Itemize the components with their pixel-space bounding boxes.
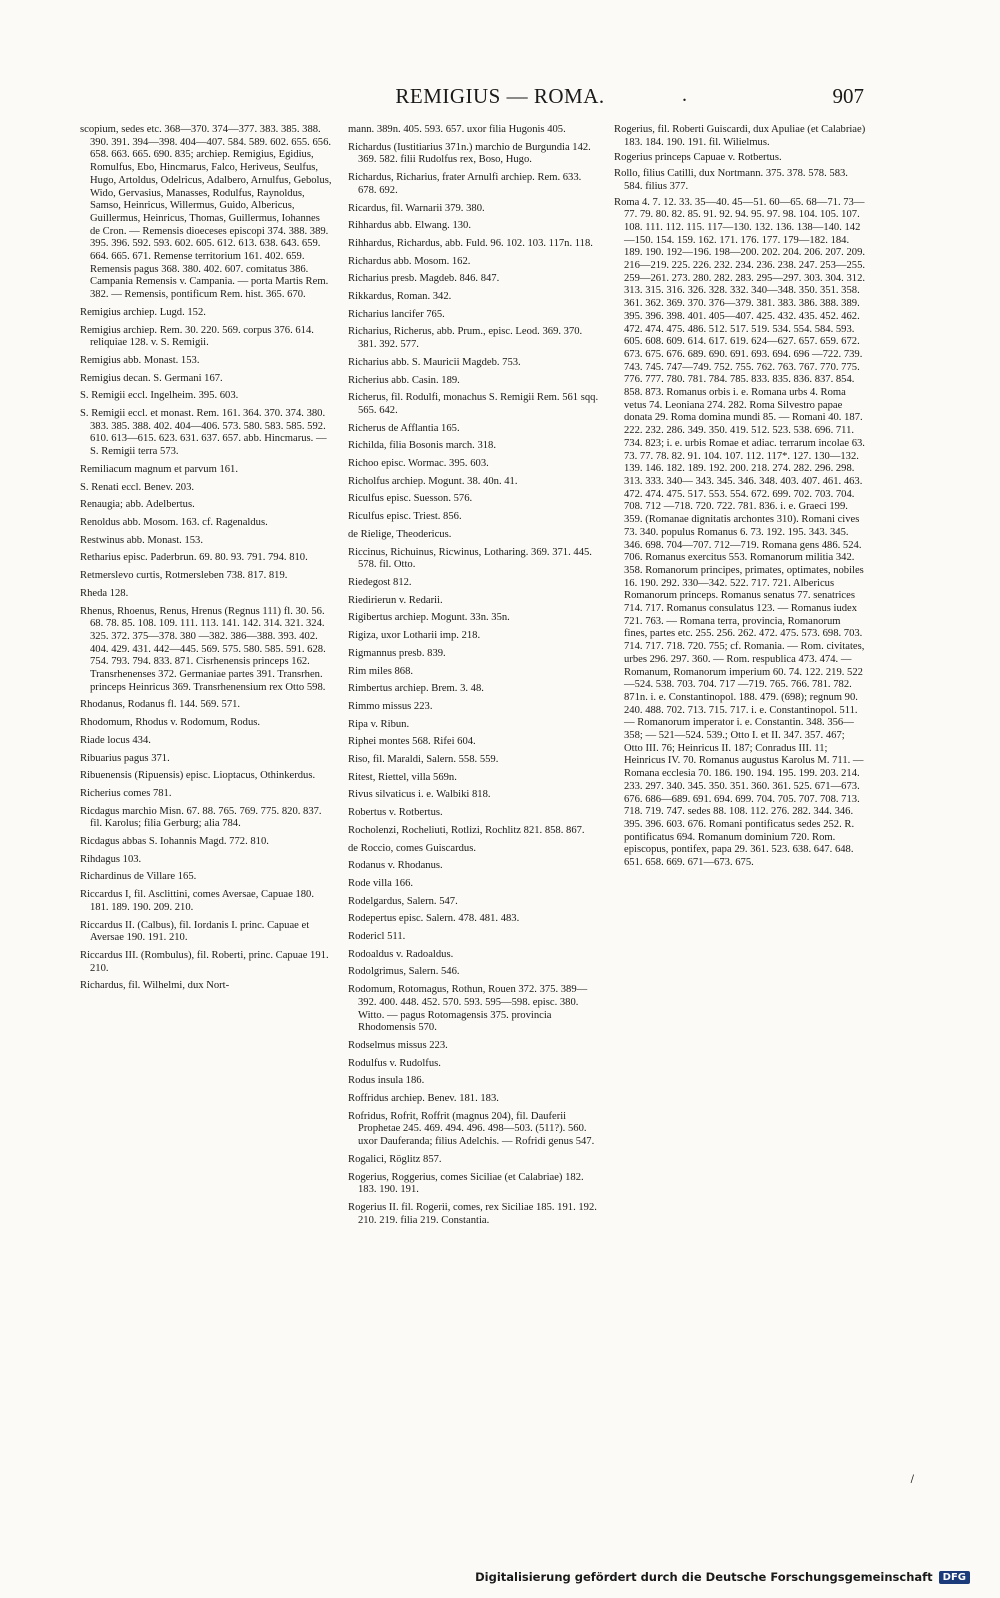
index-entry: Rogerius, Roggerius, comes Siciliae (et Calabriae) 182. 183. 190. 191.	[348, 1171, 584, 1196]
index-entry: Richerius abb. Casin. 189.	[348, 374, 460, 386]
index-entry: mann. 389n. 405. 593. 657. uxor filia Hugonis 405.	[348, 124, 566, 135]
index-entry: Richardus (Iustitiarius 371n.) marchio de Burgundia 142. 369. 582. filii Rudolfus rex, Boso, Hugo.	[348, 141, 591, 166]
index-entry: Ricdagus marchio Misn. 67. 88. 765. 769. 775. 820. 837. fil. Karolus; filia Gerburg; alia 784.	[80, 805, 322, 830]
index-entry: Rihdagus 103.	[80, 853, 142, 865]
index-entry: Rodus insula 186.	[348, 1075, 425, 1087]
index-column-right	[614, 124, 866, 873]
index-entry: Robertus v. Rotbertus.	[348, 807, 443, 819]
index-entry: Richarius, Richerus, abb. Prum., episc. Leod. 369. 370. 381. 392. 577.	[348, 326, 583, 351]
index-entry: Rodselmus missus 223.	[348, 1039, 448, 1051]
index-entry: Rodolgrimus, Salern. 546.	[348, 966, 460, 978]
index-entry: Richardinus de Villare 165.	[80, 871, 197, 883]
index-entry: scopium, sedes etc. 368—370. 374—377. 383. 385. 388. 390. 391. 394—398. 404—407. 584. 589. 602. 655. 656. 658. 663. 665. 690. 835; archiep. Remigius, Egidius, Romulfus, Ebo, Hincmarus, Falco, Heriveus, Seulfus, Hugo, Artoldus, Odelricus, Adalbero, Arnulfus, Gebolus, Wido, Gervasius, Manasses, Rodulfus, Raynoldus, Samso, Heinricus, Willermus, Guido, Albericus, Guillermus, Heinricus, Thomas, Guillermus, Iohannes de Cron. — Remensis dioeceses episcopi 374. 388. 389. 395. 396. 592. 593. 602. 605. 612. 613. 638. 643. 659. 664. 665. 671. Remense territorium 161. 402. 659. Remensis pagus 368. 380. 402. 607. comitatus 386. Campania Remensis v. Campania. — porta Martis Rem. 382. — Remensis, pontificum Rem. hist. 365. 670.	[80, 124, 332, 301]
index-entry: Retmerslevo curtis, Rotmersleben 738. 817. 819.	[80, 570, 288, 582]
index-entry: Rihhardus abb. Elwang. 130.	[348, 220, 471, 232]
index-entry: Remigius archiep. Rem. 30. 220. 569. corpus 376. 614. reliquiae 128. v. S. Remigii.	[80, 324, 314, 349]
index-entry: Richarius presb. Magdeb. 846. 847.	[348, 273, 500, 285]
index-entry: Riccardus III. (Rombulus), fil. Roberti, princ. Capuae 191. 210.	[80, 949, 329, 974]
index-entry: Roma 4. 7. 12. 33. 35—40. 45—51. 60—65. 68—71. 73—77. 79. 80. 82. 85. 91. 92. 94. 95. 97. 98. 104. 105. 107. 108. 111. 112. 115. 117—130. 132. 136. 138—140. 142—150. 154. 159. 162. 171. 176. 177. 179—182. 184. 189. 190. 192—196. 198—200. 202. 204. 206. 207. 209. 216—219. 225. 226. 232. 234. 236. 238. 247. 253—255. 259—261. 273. 280. 282. 283. 295—297. 303. 304. 312. 313. 315. 316. 326. 328. 332. 340—348. 350. 351. 358. 361. 362. 369. 370. 376—379. 381. 383. 386. 388. 389. 395. 396. 398. 401. 405—407. 425. 432. 435. 452. 462. 472. 474. 475. 486. 512. 517. 519. 534. 554. 584. 593. 605. 608. 609. 614. 617. 619. 624—627. 657. 659. 672. 673. 675. 676. 689. 690. 691. 693. 694. 696 —722. 739. 743. 745. 747—749. 752. 755. 762. 763. 767. 770. 775. 776. 777. 780. 781. 784. 785. 833. 835. 836. 837. 854. 858. 873. Romanus orbis i. e. Romana urbs 4. Roma vetus 74. Leoniana 274. 282. Roma Silvestro papae donata 29. Roma domina mundi 85. — Romani 40. 187. 222. 232. 286. 349. 350. 419. 512. 523. 538. 696. 711. 734. 823; i. e. urbis Romae et adiac. terrarum incolae 63. 73. 77. 78. 82. 91. 104. 107. 112. 117*. 127. 130—132. 139. 146. 182. 189. 192. 200. 218. 274. 282. 296. 298. 313. 333. 340— 343. 345. 346. 348. 403. 407. 461. 463. 472. 474. 475. 517. 553. 554. 672. 699. 702. 703. 704. 708. 712 —718. 720. 722. 781. 836. i. e. Graeci 199. 359. (Romanae dignitatis archontes 310). Romani cives 73. 340. populus Romanus 6. 73. 192. 195. 343. 345. 346. 698. 704—707. 712—719. Romana gens 486. 524. 706. Romanus exercitus 553. Romanorum militia 342. 358. Romanorum principes, primates, optimates, nobiles 16. 190. 292. 330—342. 522. 717. 721. Albericus Romanorum princeps. Romanus senatus 77. senatrices 714. 717. Romanus consulatus 123. — Romanus iudex 721. 763. — Romana terra, provincia, Romanorum fines, partes etc. 255. 256. 262. 472. 475. 573. 698. 703. 714. 717. 718. 720. 755; cf. Romania. — Rom. civitates, urbes 296. 297. 360. — Rom. respublica 473. 474. — Romanum, Romanorum imperium 60. 74. 122. 219. 522—524. 538. 703. 704. 717 —719. 765. 766. 781. 782. 871n. i. e. Constantinopol. 188. 479. (698); regnum 90. 240. 488. 702. 713. 715. 717. i. e. Constantinopol. 511. — Romanorum imperator i. e. Constantin. 348. 356—358; — 521—524. 539.; Otto I. et II. 347. 357. 467; Otto III. 76; Heinricus II. 187; Conradus III. 11; Heinricus IV. 70. Romanus augustus Karolus M. 711. — Romana ecclesia 70. 186. 190. 194. 195. 199. 203. 214. 233. 297. 340. 345. 350. 351. 360. 361. 525. 671—673. 676. 686—689. 691. 694. 699. 704. 705. 707. 708. 713. 718. 719. 747. sedes 88. 108. 112. 276. 282. 344. 346. 395. 396. 603. 676. Romani pontificatus sedes 252. R. pontificatus 694. Romanum dominium 720. Rom. episcopus, pontifex, papa 29. 361. 523. 638. 647. 648. 651. 658. 669. 671—673. 675.	[614, 196, 866, 869]
index-entry: Renaugia; abb. Adelbertus.	[80, 499, 195, 511]
index-entry: Ricardus, fil. Warnarii 379. 380.	[348, 202, 485, 214]
index-entry: S. Remigii eccl. Ingelheim. 395. 603.	[80, 390, 239, 402]
index-entry: Richilda, filia Bosonis march. 318.	[348, 440, 496, 452]
index-entry: Rodanus v. Rhodanus.	[348, 860, 443, 872]
index-entry: Rivus silvaticus i. e. Walbiki 818.	[348, 789, 491, 801]
index-entry: Rimmo missus 223.	[348, 700, 433, 712]
index-entry: Riso, fil. Maraldi, Salern. 558. 559.	[348, 754, 499, 766]
index-entry: Rogerius, fil. Roberti Guiscardi, dux Apuliae (et Calabriae) 183. 184. 190. 191. fil. Wilielmus.	[614, 124, 866, 148]
index-entry: Richerus, fil. Rodulfi, monachus S. Remigii Rem. 561 sqq. 565. 642.	[348, 392, 599, 416]
index-entry: Richerius comes 781.	[80, 787, 172, 799]
index-entry: Remigius archiep. Lugd. 152.	[80, 306, 206, 318]
credit-text: Digitalisierung gefördert durch die Deutsche Forschungsgemeinschaft	[475, 1570, 933, 1584]
index-entry: Ritest, Riettel, villa 569n.	[348, 771, 457, 783]
index-entry: Restwinus abb. Monast. 153.	[80, 534, 204, 546]
index-entry: Richarius lancifer 765.	[348, 308, 445, 320]
index-entry: Renoldus abb. Mosom. 163. cf. Ragenaldus.	[80, 516, 268, 528]
index-entry: Richarius abb. S. Mauricii Magdeb. 753.	[348, 356, 521, 368]
index-entry: Rogerius princeps Capuae v. Rotbertus.	[614, 152, 782, 164]
index-entry: Riphei montes 568. Rifei 604.	[348, 736, 476, 748]
index-entry: Rodericl 511.	[348, 931, 406, 943]
page-header	[0, 84, 1000, 120]
index-entry: Ripa v. Ribun.	[348, 718, 410, 730]
index-entry: Rogalici, Röglitz 857.	[348, 1153, 442, 1165]
index-entry: Rofridus, Rofrit, Roffrit (magnus 204), fil. Dauferii Prophetae 245. 469. 494. 496. 498—503. (511?). 560. uxor Dauferanda; filius Adelchis. — Rofridi genus 547.	[348, 1110, 595, 1148]
index-entry: Rode villa 166.	[348, 877, 414, 889]
index-entry: S. Remigii eccl. et monast. Rem. 161. 364. 370. 374. 380. 383. 385. 388. 402. 404—406. 573. 580. 583. 585. 592. 610. 613—615. 623. 631. 637. 657. abb. Hincmarus. — S. Remigii terra 573.	[80, 408, 327, 458]
index-entry: Rigmannus presb. 839.	[348, 647, 446, 659]
index-entry: Riculfus episc. Triest. 856.	[348, 511, 462, 523]
index-entry: Riculfus episc. Suesson. 576.	[348, 493, 473, 505]
index-entry: Richolfus archiep. Mogunt. 38. 40n. 41.	[348, 475, 518, 487]
index-entry: Richoo episc. Wormac. 395. 603.	[348, 458, 489, 470]
index-entry: S. Renati eccl. Benev. 203.	[80, 481, 195, 493]
index-entry: Ricdagus abbas S. Iohannis Magd. 772. 810.	[80, 836, 269, 848]
index-entry: Roffridus archiep. Benev. 181. 183.	[348, 1093, 499, 1105]
index-column-left	[80, 124, 332, 998]
index-entry: Rogerius II. fil. Rogerii, comes, rex Siciliae 185. 191. 192. 210. 219. filia 219. Constantia.	[348, 1202, 597, 1226]
index-entry: Rodulfus v. Rudolfus.	[348, 1057, 441, 1069]
index-entry: Ribuarius pagus 371.	[80, 752, 170, 764]
index-entry: Riccardus I, fil. Asclittini, comes Aversae, Capuae 180. 181. 189. 190. 209. 210.	[80, 889, 314, 913]
margin-mark: /	[910, 1474, 914, 1485]
dfg-logo: DFG	[939, 1571, 970, 1584]
index-entry: Rocholenzi, Rocheliuti, Rotlizi, Rochlitz 821. 858. 867.	[348, 824, 585, 836]
index-entry: Riccinus, Richuinus, Ricwinus, Lotharing. 369. 371. 445. 578. fil. Otto.	[348, 546, 592, 571]
index-entry: Rodomum, Rotomagus, Rothun, Rouen 372. 375. 389—392. 400. 448. 452. 570. 593. 595—598. episc. 380. Witto. — pagus Rotomagensis 375. provincia Rhodomensis 570.	[348, 984, 588, 1034]
index-entry: Rollo, filius Catilli, dux Nortmann. 375. 378. 578. 583. 584. filius 377.	[614, 168, 848, 192]
digitization-credit	[475, 1570, 970, 1584]
index-entry: Rigibertus archiep. Mogunt. 33n. 35n.	[348, 612, 510, 624]
index-entry: Remigius abb. Monast. 153.	[80, 354, 200, 366]
index-entry: Rheda 128.	[80, 587, 129, 599]
index-column-middle	[348, 124, 600, 1232]
index-entry: Rhodanus, Rodanus fl. 144. 569. 571.	[80, 699, 241, 711]
index-entry: de Rielige, Theodericus.	[348, 528, 452, 540]
index-entry: Rimbertus archiep. Brem. 3. 48.	[348, 683, 484, 695]
running-title: REMIGIUS — ROMA.	[395, 84, 605, 108]
index-entry: Rodelgardus, Salern. 547.	[348, 895, 458, 907]
index-entry: Riccardus II. (Calbus), fil. Iordanis I. princ. Capuae et Aversae 190. 191. 210.	[80, 919, 310, 944]
index-entry: Remigius decan. S. Germani 167.	[80, 372, 223, 384]
index-entry: Richardus abb. Mosom. 162.	[348, 255, 471, 267]
index-entry: Rhodomum, Rhodus v. Rodomum, Rodus.	[80, 717, 261, 729]
index-entry: Richardus, Richarius, frater Arnulfi archiep. Rem. 633. 678. 692.	[348, 172, 582, 196]
index-entry: Retharius episc. Paderbrun. 69. 80. 93. 791. 794. 810.	[80, 552, 308, 564]
index-entry: Rodoaldus v. Radoaldus.	[348, 948, 454, 960]
index-entry: Ribuenensis (Ripuensis) episc. Lioptacus, Othinkerdus.	[80, 770, 316, 782]
index-entry: Rodepertus episc. Salern. 478. 481. 483.	[348, 913, 520, 925]
index-entry: Rihhardus, Richardus, abb. Fuld. 96. 102. 103. 117n. 118.	[348, 237, 593, 249]
index-entry: Remiliacum magnum et parvum 161.	[80, 463, 238, 475]
index-entry: Richerus de Afflantia 165.	[348, 422, 460, 434]
index-entry: Rim miles 868.	[348, 665, 414, 677]
index-entry: Richardus, fil. Wilhelmi, dux Nort-	[80, 980, 230, 992]
index-entry: Riade locus 434.	[80, 734, 151, 746]
index-entry: de Roccio, comes Guiscardus.	[348, 842, 476, 854]
index-entry: Riedirierun v. Redarii.	[348, 594, 443, 606]
index-entry: Rhenus, Rhoenus, Renus, Hrenus (Regnus 111) fl. 30. 56. 68. 78. 85. 108. 109. 111. 113. 141. 142. 314. 321. 324. 325. 372. 375—378. 380 —382. 386—388. 393. 402. 404. 429. 431. 442—445. 569. 575. 580. 585. 591. 628. 754. 793. 794. 833. 871. Cisrhenensis princeps 162. Transrhenenses 372. Germaniae partes 391. Transrhen. princeps Heinricus 369. Transrhenensium rex Otto 598.	[80, 605, 326, 693]
index-entry: Riedegost 812.	[348, 576, 412, 588]
index-entry: Rikkardus, Roman. 342.	[348, 291, 452, 303]
page-number: 907	[832, 84, 864, 108]
header-dot: .	[682, 84, 687, 106]
index-entry: Rigiza, uxor Lotharii imp. 218.	[348, 630, 481, 642]
